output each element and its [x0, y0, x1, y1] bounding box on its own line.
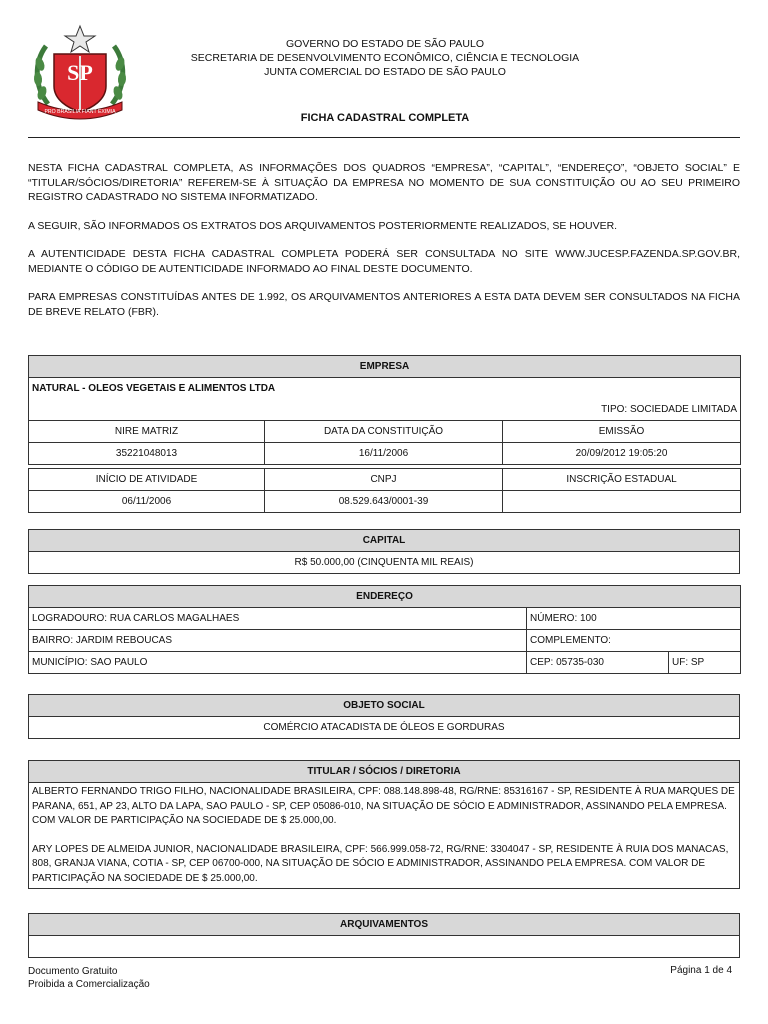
intro-paragraph-1: NESTA FICHA CADASTRAL COMPLETA, AS INFORMAÇÕES DOS QUADROS “EMPRESA”, “CAPITAL”, “ENDEREÇO”, “OBJETO SOCIAL” E “TITULAR/SÓCIOS/DIRETORIA” REFEREM-SE À SITUAÇÃO DA EMPRESA NO MOMENTO DE SUA CONSTITUIÇÃO OU AO SEU PRIMEIRO REGISTRO CADASTRADO NO SISTEMA INFORMATIZADO. [28, 162, 740, 203]
cep-field: CEP: 05735-030 [527, 652, 669, 674]
divider [28, 137, 740, 138]
company-type: TIPO: SOCIEDADE LIMITADA [29, 399, 741, 421]
activity-start-label: INÍCIO DE ATIVIDADE [29, 469, 265, 491]
titular-section [28, 760, 740, 889]
partners-list [29, 783, 740, 889]
neighborhood-field: BAIRRO: JARDIM REBOUCAS [29, 630, 527, 652]
empresa-section [28, 355, 740, 513]
partner-entry: ALBERTO FERNANDO TRIGO FILHO, NACIONALIDADE BRASILEIRA, CPF: 088.148.898-48, RG/RNE: 85316167 - SP, RESIDENTE À RUA MARQUES DE PARANA, 651, AP 23, ALTO DA LAPA, SAO PAULO - SP, CEP 05086-010, NA SITUAÇÃO DE SÓCIO E ADMINISTRADOR, ASSINANDO PELA EMPRESA. COM VALOR DE PARTICIPAÇÃO NA SOCIEDADE DE $ 25.000,00. [32, 786, 735, 826]
capital-value: R$ 50.000,00 (CINQUENTA MIL REAIS) [29, 552, 740, 574]
header-secretaria: SECRETARIA DE DESENVOLVIMENTO ECONÔMICO, CIÊNCIA E TECNOLOGIA [190, 52, 580, 64]
cnpj-label: CNPJ [265, 469, 503, 491]
nire-label: NIRE MATRIZ [29, 421, 265, 443]
page-title: FICHA CADASTRAL COMPLETA [300, 112, 470, 124]
capital-heading: CAPITAL [29, 530, 740, 552]
objeto-section [28, 694, 740, 739]
intro-paragraph-4: PARA EMPRESAS CONSTITUÍDAS ANTES DE 1.992, OS ARQUIVAMENTOS ANTERIORES A ESTA DATA DEVEM SER CONSULTADOS NA FICHA DE BREVE RELATO (FBR). [28, 291, 740, 318]
street-field: LOGRADOURO: RUA CARLOS MAGALHAES [29, 608, 527, 630]
state-registration-value [503, 491, 741, 513]
uf-field: UF: SP [669, 652, 741, 674]
crest-letters: SP [67, 60, 93, 85]
endereco-section [28, 585, 740, 674]
nire-value: 35221048013 [29, 443, 265, 465]
header-junta: JUNTA COMERCIAL DO ESTADO DE SÃO PAULO [264, 66, 506, 78]
header-government: GOVERNO DO ESTADO DE SÃO PAULO [286, 38, 484, 50]
titular-heading: TITULAR / SÓCIOS / DIRETORIA [29, 761, 740, 783]
arquivamentos-section [28, 913, 740, 958]
objeto-value: COMÉRCIO ATACADISTA DE ÓLEOS E GORDURAS [29, 717, 740, 739]
footer-free-document: Documento Gratuito [28, 966, 118, 977]
constitution-date-label: DATA DA CONSTITUIÇÃO [265, 421, 503, 443]
complement-field: COMPLEMENTO: [527, 630, 741, 652]
company-name: NATURAL - OLEOS VEGETAIS E ALIMENTOS LTDA [29, 378, 741, 400]
sao-paulo-coat-of-arms-icon [30, 24, 130, 122]
constitution-date-value: 16/11/2006 [265, 443, 503, 465]
partner-entry: ARY LOPES DE ALMEIDA JUNIOR, NACIONALIDADE BRASILEIRA, CPF: 566.999.058-72, RG/RNE: 3304047 - SP, RESIDENTE À RUIA DOS MANACAS, 808, GRANJA VIANA, COTIA - SP, CEP 06700-000, NA SITUAÇÃO DE SÓCIO E ADMINISTRADOR, ASSINANDO PELA EMPRESA. COM VALOR DE PARTICIPAÇÃO NA SOCIEDADE DE $ 25.000,00. [32, 843, 729, 884]
number-field: NÚMERO: 100 [527, 608, 741, 630]
arquivamentos-heading: ARQUIVAMENTOS [29, 914, 740, 936]
objeto-heading: OBJETO SOCIAL [29, 695, 740, 717]
footer-no-sale: Proibida a Comercialização [28, 979, 150, 990]
endereco-heading: ENDEREÇO [29, 586, 741, 608]
issue-date-label: EMISSÃO [503, 421, 741, 443]
activity-start-value: 06/11/2006 [29, 491, 265, 513]
intro-paragraph-3: A AUTENTICIDADE DESTA FICHA CADASTRAL COMPLETA PODERÁ SER CONSULTADA NO SITE WWW.JUCESP.FAZENDA.SP.GOV.BR, MEDIANTE O CÓDIGO DE AUTENTICIDADE INFORMADO AO FINAL DESTE DOCUMENTO. [28, 248, 740, 275]
capital-section [28, 529, 740, 574]
issuer-header [170, 37, 600, 79]
intro-paragraph-2: A SEGUIR, SÃO INFORMADOS OS EXTRATOS DOS ARQUIVAMENTOS POSTERIORMENTE REALIZADOS, SE HOUVER. [28, 219, 618, 232]
intro-text [28, 161, 740, 333]
state-registration-label: INSCRIÇÃO ESTADUAL [503, 469, 741, 491]
cnpj-value: 08.529.643/0001-39 [265, 491, 503, 513]
issue-date-value: 20/09/2012 19:05:20 [503, 443, 741, 465]
footer-notice [28, 965, 150, 991]
empresa-heading: EMPRESA [29, 356, 741, 378]
page-number: Página 1 de 4 [670, 965, 732, 976]
arquivamentos-body [29, 936, 740, 958]
city-field: MUNICÍPIO: SAO PAULO [29, 652, 527, 674]
crest-motto: PRO BRASILIA FIANT EXIMIA [44, 109, 116, 115]
